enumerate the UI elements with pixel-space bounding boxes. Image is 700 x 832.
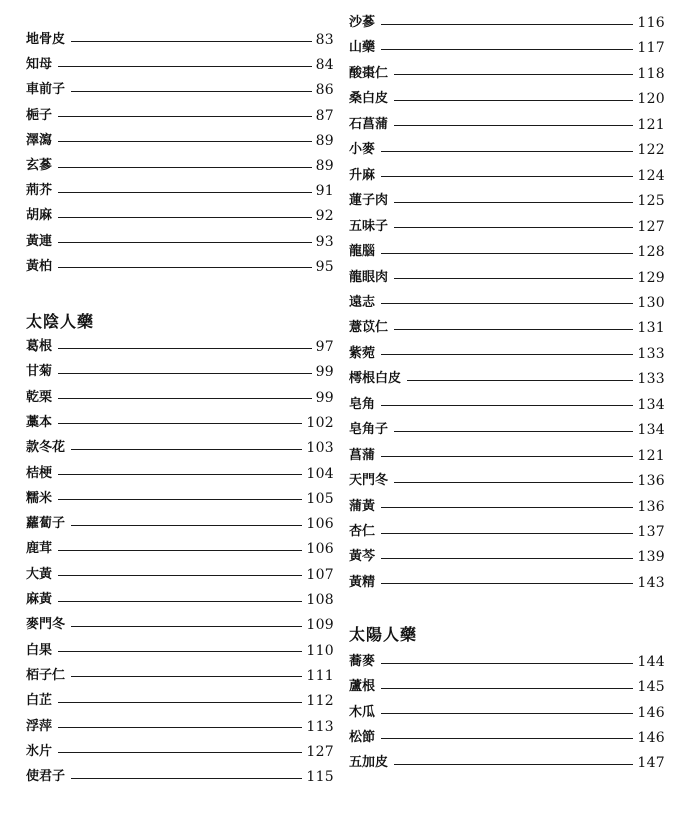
index-entry [349,38,665,58]
leader-line [381,405,633,406]
index-entry [349,166,665,186]
entry-page-number: 122 [637,142,665,159]
entry-page-number: 92 [315,208,334,225]
entry-page-number: 145 [637,679,665,696]
leader-line [381,533,633,534]
entry-page-number: 95 [315,258,334,275]
leader-line [71,525,302,526]
entry-page-number: 116 [637,15,665,31]
index-entry [26,615,334,635]
leader-line [394,74,633,75]
entry-page-number: 93 [315,233,334,250]
entry-page-number: 111 [306,667,334,684]
entry-page-number: 134 [637,396,665,413]
entry-page-number: 104 [306,465,334,482]
entry-name: 山藥 [349,40,376,56]
entry-page-number: 107 [306,566,334,583]
leader-line [58,373,312,374]
leader-line [381,558,633,559]
leader-line [381,456,633,457]
index-entry [349,547,665,567]
leader-line [407,380,633,381]
entry-name: 五加皮 [349,755,389,771]
leader-line [58,474,302,475]
entry-page-number: 117 [637,40,665,57]
index-entry [26,106,334,126]
entry-page-number: 108 [306,592,334,608]
index-entry [26,30,334,50]
index-entry [349,753,665,773]
leader-line [71,778,302,779]
leader-line [394,100,633,101]
index-entry [26,388,334,408]
entry-name: 樗根白皮 [349,371,402,387]
entry-page-number: 127 [637,218,665,235]
entry-name: 蒲黃 [349,498,376,514]
index-entry [349,728,665,748]
index-entry [349,446,665,466]
index-entry [26,362,334,382]
entry-name: 蘿蔔子 [26,516,66,532]
leader-line [58,348,312,349]
index-entry [26,55,334,75]
index-entry [349,318,665,338]
entry-page-number: 109 [306,617,334,634]
leader-line [381,253,633,254]
index-entry [26,156,334,176]
leader-line [381,49,633,50]
entry-page-number: 99 [315,364,334,381]
leader-line [394,431,633,432]
entry-page-number: 128 [637,244,665,261]
leader-line [71,41,312,42]
entry-page-number: 131 [637,320,665,337]
index-entry [26,232,334,252]
entry-name: 龍眼肉 [349,269,389,285]
leader-line [394,202,633,203]
index-entry [349,89,665,109]
leader-line [58,192,312,193]
leader-line [58,752,302,753]
leader-line [381,713,633,714]
leader-line [58,398,312,399]
leader-line [71,676,302,677]
entry-name: 沙蔘 [349,15,376,30]
leader-line [381,688,633,689]
index-entry [349,115,665,135]
leader-line [381,176,633,177]
index-entry [26,767,334,787]
section-heading-taeyang: 太陽人藥 [349,625,418,644]
entry-name: 藁本 [26,414,53,430]
index-entry [26,337,334,357]
entry-name: 桔梗 [26,465,53,481]
leader-line [381,151,633,152]
entry-page-number: 105 [306,490,334,507]
entry-page-number: 118 [637,65,665,82]
entry-page-number: 91 [315,183,334,200]
entry-name: 龍腦 [349,244,376,260]
index-entry [349,677,665,697]
entry-name: 乾栗 [26,389,53,405]
index-entry [26,666,334,686]
index-entry [26,206,334,226]
leader-line [58,267,312,268]
index-entry [26,464,334,484]
leader-line [394,278,633,279]
index-entry [349,140,665,160]
index-entry [349,191,665,211]
entry-name: 黃柏 [26,258,53,274]
entry-name: 胡麻 [26,208,53,224]
entry-name: 皂角 [349,396,376,412]
leader-line [71,449,302,450]
leader-line [381,738,633,739]
entry-name: 糯米 [26,490,53,506]
entry-name: 栢子仁 [26,667,66,683]
index-entry [26,742,334,762]
entry-name: 白芷 [26,693,53,709]
entry-name: 蘆根 [349,679,376,695]
leader-line [58,141,312,142]
index-entry [349,703,665,723]
entry-page-number: 97 [315,339,334,355]
index-entry [26,131,334,151]
entry-name: 遠志 [349,294,376,310]
entry-name: 澤瀉 [26,132,53,148]
entry-name: 荊芥 [26,183,53,199]
index-entry [26,438,334,458]
entry-name: 麻黃 [26,592,53,607]
index-entry [26,181,334,201]
entry-page-number: 99 [315,389,334,406]
entry-name: 麥門冬 [26,617,66,633]
entry-page-number: 136 [637,473,665,490]
index-entry [26,257,334,277]
leader-line [71,626,302,627]
index-entry [26,413,334,433]
leader-line [381,507,633,508]
leader-line [381,303,633,304]
leader-line [381,24,633,25]
entry-name: 紫菀 [349,345,376,361]
index-entry [349,652,665,672]
leader-line [58,217,312,218]
entry-page-number: 133 [637,345,665,362]
entry-page-number: 144 [637,654,665,670]
entry-name: 款冬花 [26,440,66,456]
entry-page-number: 103 [306,440,334,457]
index-entry [349,471,665,491]
entry-page-number: 146 [637,729,665,746]
entry-page-number: 127 [306,743,334,760]
entry-page-number: 106 [306,541,334,558]
entry-page-number: 83 [315,32,334,48]
entry-page-number: 133 [637,371,665,388]
index-entry [26,489,334,509]
entry-name: 鹿茸 [26,541,53,557]
entry-name: 黃芩 [349,549,376,565]
leader-line [58,550,302,551]
entry-page-number: 120 [637,91,665,108]
index-entry [349,522,665,542]
leader-line [58,423,302,424]
entry-page-number: 86 [315,82,334,99]
entry-page-number: 130 [637,294,665,311]
entry-name: 蓮子肉 [349,193,389,209]
entry-name: 使君子 [26,769,66,785]
leader-line [394,482,633,483]
entry-page-number: 143 [637,574,665,591]
entry-name: 知母 [26,57,53,73]
index-entry [349,344,665,364]
entry-page-number: 146 [637,704,665,721]
leader-line [381,663,633,664]
entry-name: 梔子 [26,107,53,123]
entry-name: 升麻 [349,167,376,183]
entry-name: 皂角子 [349,422,389,438]
entry-page-number: 136 [637,498,665,515]
index-entry [26,80,334,100]
index-entry [349,497,665,517]
entry-name: 葛根 [26,339,53,354]
entry-name: 黃連 [26,233,53,249]
leader-line [394,125,633,126]
entry-name: 白果 [26,642,53,658]
entry-page-number: 129 [637,269,665,286]
entry-page-number: 134 [637,422,665,439]
entry-page-number: 113 [306,718,334,735]
entry-name: 杏仁 [349,524,376,539]
leader-line [58,167,312,168]
leader-line [394,329,633,330]
entry-page-number: 89 [315,158,334,174]
entry-page-number: 102 [306,414,334,431]
index-entry [349,242,665,262]
index-entry [26,590,334,610]
entry-page-number: 106 [306,516,334,533]
entry-page-number: 147 [637,755,665,772]
leader-line [58,702,302,703]
entry-page-number: 87 [315,107,334,124]
leader-line [58,499,302,500]
index-entry [349,420,665,440]
leader-line [58,651,302,652]
entry-name: 小麥 [349,142,376,158]
index-entry [26,514,334,534]
index-entry [349,217,665,237]
leader-line [381,354,633,355]
entry-page-number: 137 [637,524,665,540]
entry-page-number: 124 [637,167,665,184]
entry-name: 浮萍 [26,718,53,734]
index-entry [349,395,665,415]
index-entry [26,691,334,711]
index-entry [26,565,334,585]
entry-name: 蕎麥 [349,654,376,669]
entry-page-number: 112 [306,693,334,710]
entry-name: 甘菊 [26,364,53,380]
entry-name: 松節 [349,729,376,745]
leader-line [71,91,312,92]
leader-line [58,66,312,67]
index-entry [26,641,334,661]
entry-name: 地骨皮 [26,32,66,47]
entry-name: 黃精 [349,574,376,590]
entry-name: 桑白皮 [349,91,389,107]
entry-name: 菖蒲 [349,447,376,463]
entry-name: 大黃 [26,566,53,582]
entry-name: 薏苡仁 [349,320,389,336]
entry-name: 石菖蒲 [349,116,389,132]
leader-line [58,601,302,602]
index-entry [349,64,665,84]
entry-page-number: 89 [315,132,334,149]
index-entry [349,293,665,313]
entry-name: 五味子 [349,218,389,234]
index-entry [349,369,665,389]
index-entry [349,573,665,593]
entry-name: 木瓜 [349,704,376,720]
index-entry [349,13,665,33]
section-heading-taeeum: 太陰人藥 [26,312,95,331]
entry-page-number: 84 [315,57,334,74]
entry-name: 氷片 [26,743,53,759]
entry-name: 天門冬 [349,473,389,489]
index-entry [26,539,334,559]
leader-line [58,727,302,728]
leader-line [381,583,633,584]
entry-page-number: 121 [637,116,665,133]
index-entry [26,717,334,737]
index-entry [349,268,665,288]
leader-line [58,116,312,117]
entry-page-number: 115 [306,769,334,786]
leader-line [58,242,312,243]
entry-name: 酸棗仁 [349,65,389,81]
leader-line [394,764,633,765]
entry-page-number: 125 [637,193,665,210]
entry-name: 玄蔘 [26,158,53,173]
entry-page-number: 110 [306,642,334,659]
entry-name: 車前子 [26,82,66,98]
entry-page-number: 139 [637,549,665,566]
entry-page-number: 121 [637,447,665,464]
leader-line [58,575,302,576]
leader-line [394,227,633,228]
